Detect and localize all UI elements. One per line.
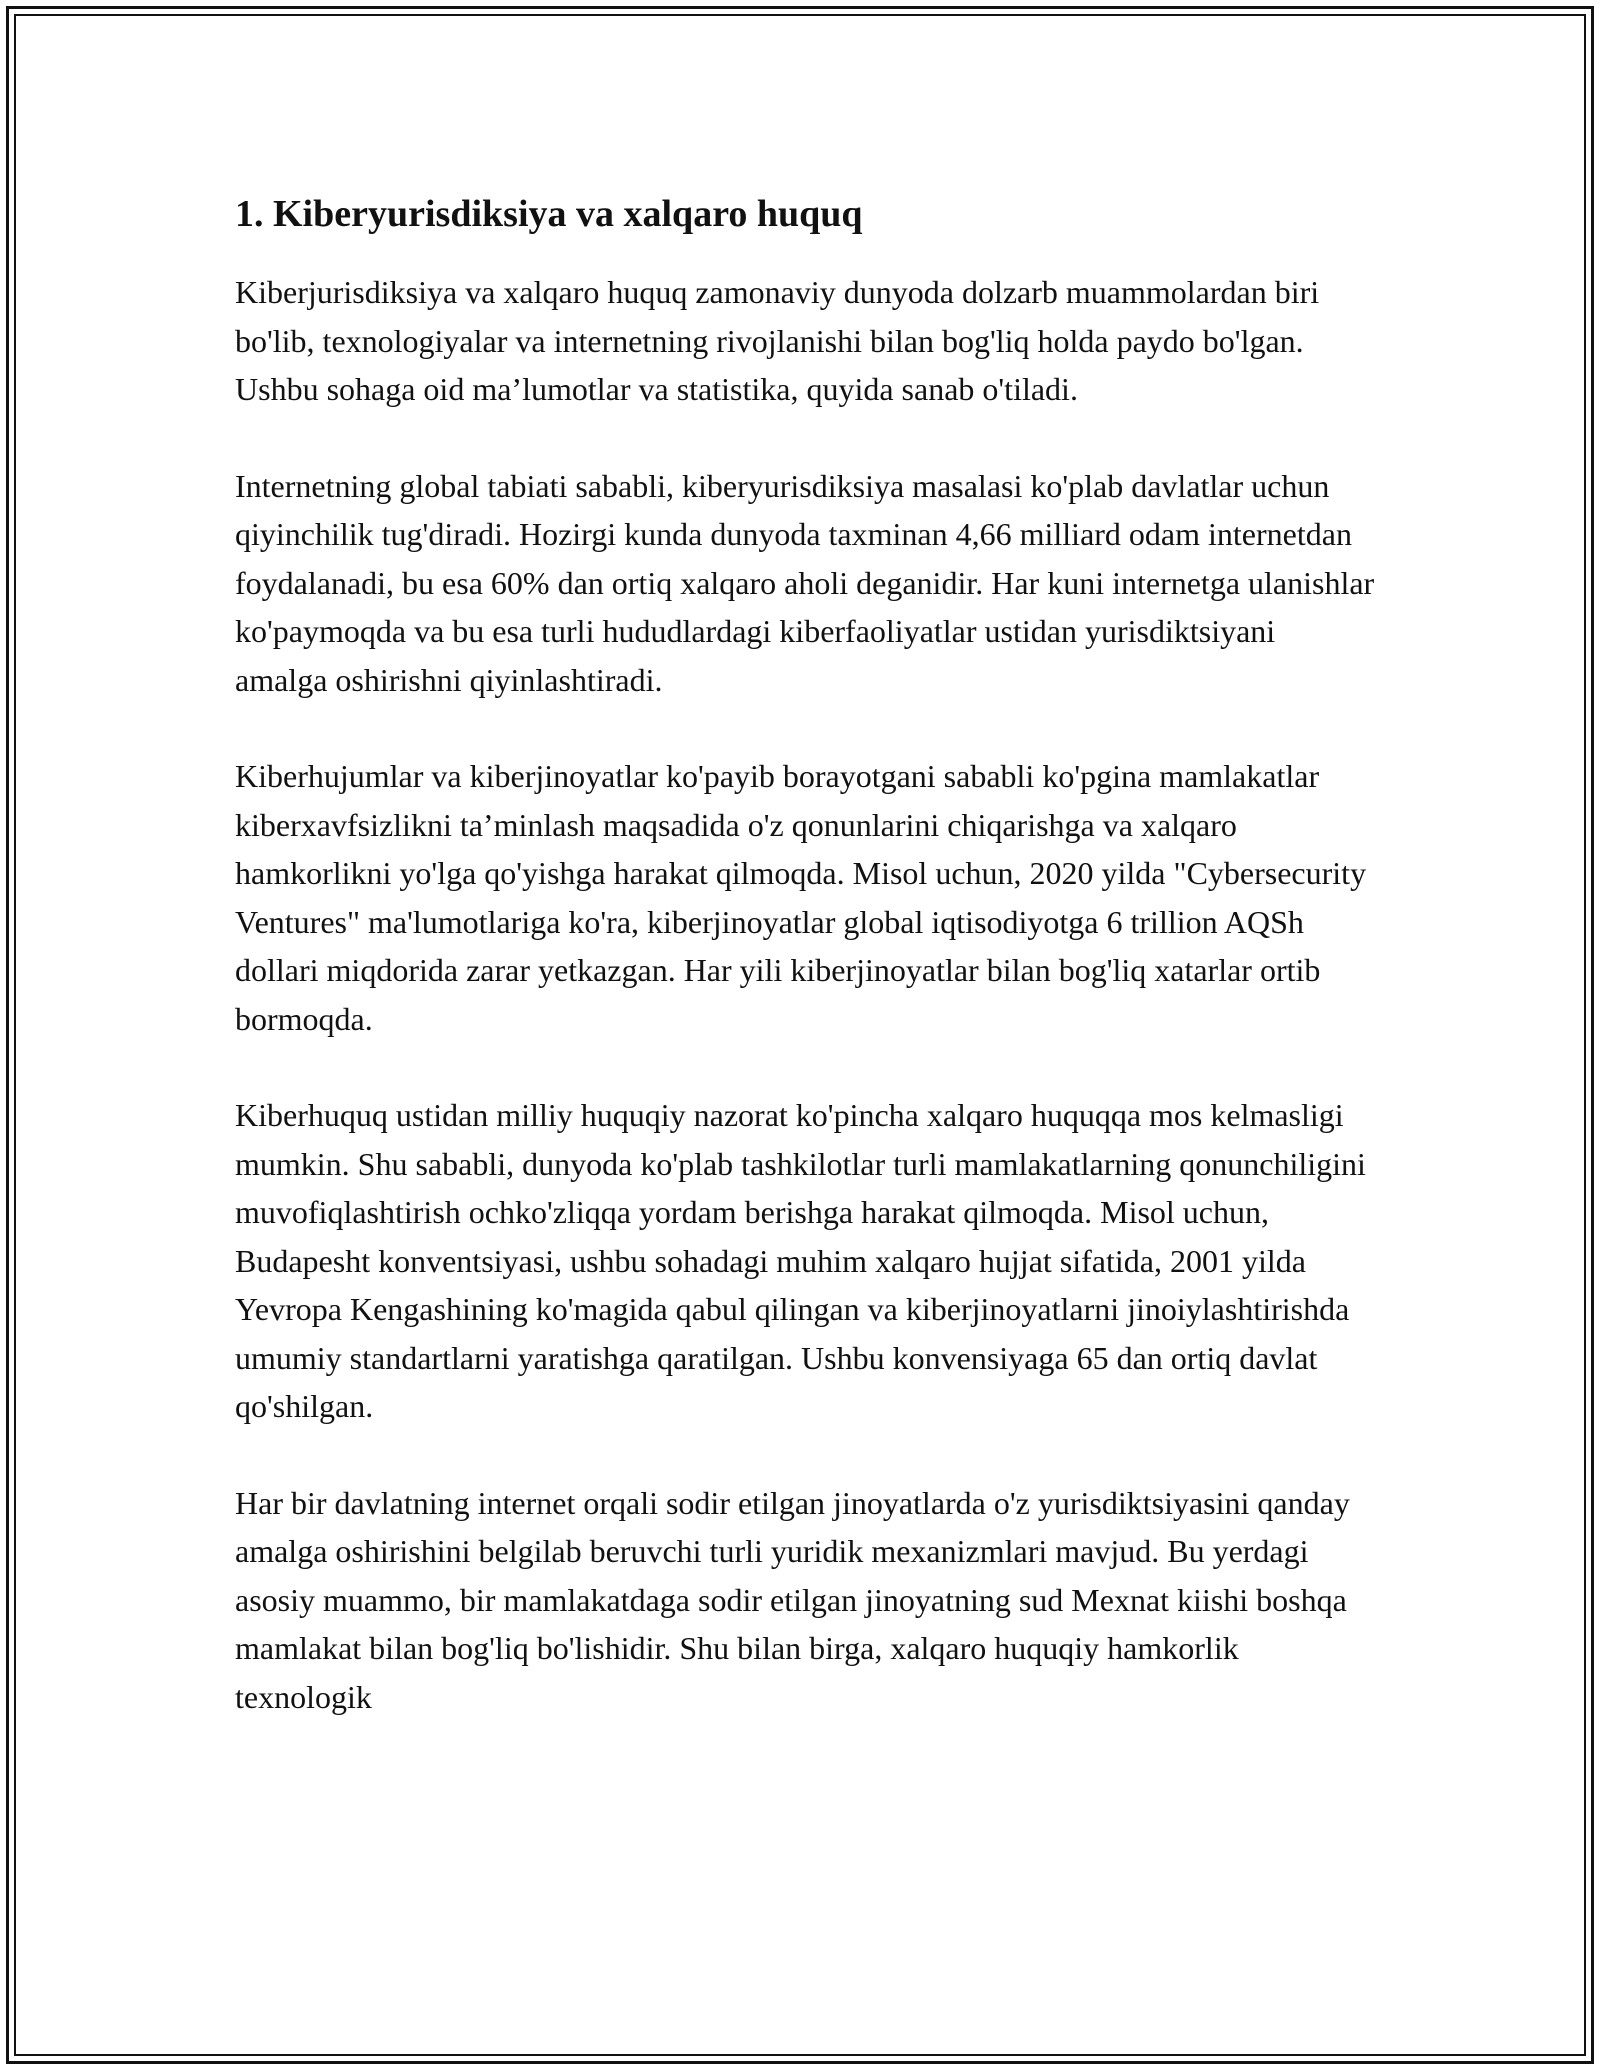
paragraph-1: Kiberjurisdiksiya va xalqaro huquq zamonaviy dunyoda dolzarb muammolardan biri bo'lib, texnologiyalar va internetning rivojlanishi bilan bog'liq holda paydo bo'lgan. Ushbu sohaga oid ma’lumotlar va statistika, quyida sanab o'tiladi. (235, 274, 1320, 407)
paragraph-3: Kiberhujumlar va kiberjinoyatlar ko'payib borayotgani sababli ko'pgina mamlakatlar kiberxavfsizlikni ta’minlash maqsadida o'z qonunlarini chiqarishga va xalqaro hamkorlikni yo'lga qo'yishga harakat qilmoqda. Misol uchun, 2020 yilda "Cybersecurity Ventures" ma'lumotlariga ko'ra, kiberjinoyatlar global iqtisodiyotga 6 trillion AQSh dollari miqdorida zarar yetkazgan. Har yili kiberjinoyatlar bilan bog'liq xatarlar ortib bormoqda. (235, 758, 1367, 1037)
paragraph-4: Kiberhuquq ustidan milliy huquqiy nazorat ko'pincha xalqaro huquqqa mos kelmasligi mumkin. Shu sababli, dunyoda ko'plab tashkilotlar turli mamlakatlarning qonunchiligini muvofiqlashtirish ochko'zliqqa yordam berishga harakat qilmoqda. Misol uchun, Budapesht konventsiyasi, ushbu sohadagi muhim xalqaro hujjat sifatida, 2001 yilda Yevropa Kengashining ko'magida qabul qilingan va kiberjinoyatlarni jinoiylashtirishda umumiy standartlarni yaratishga qaratilgan. Ushbu konvensiyaga 65 dan ortiq davlat qo'shilgan. (235, 1097, 1366, 1424)
paragraph-2: Internetning global tabiati sababli, kiberyurisdiksiya masalasi ko'plab davlatlar uchun qiyinchilik tug'diradi. Hozirgi kunda dunyoda taxminan 4,66 milliard odam internetdan foydalanadi, bu esa 60% dan ortiq xalqaro aholi deganidir. Har kuni internetga ulanishlar ko'paymoqda va bu esa turli hududlardagi kiberfaoliyatlar ustidan yurisdiktsiyani amalga oshirishni qiyinlashtiradi. (235, 467, 1375, 698)
section-heading: 1. Kiberyurisdiksiya va xalqaro huquq (235, 193, 863, 235)
paragraph-5: Har bir davlatning internet orqali sodir etilgan jinoyatlarda o'z yurisdiktsiyasini qanday amalga oshirishini belgilab beruvchi turli yuridik mexanizmlari mavjud. Bu yerdagi asosiy muammo, bir mamlakatdaga sodir etilgan jinoyatning sud Mexnat kiishi boshqa mamlakat bilan bog'liq bo'lishidir. Shu bilan birga, xalqaro huquqiy hamkorlik texnologik (235, 1484, 1350, 1715)
document-body (235, 190, 1375, 1769)
